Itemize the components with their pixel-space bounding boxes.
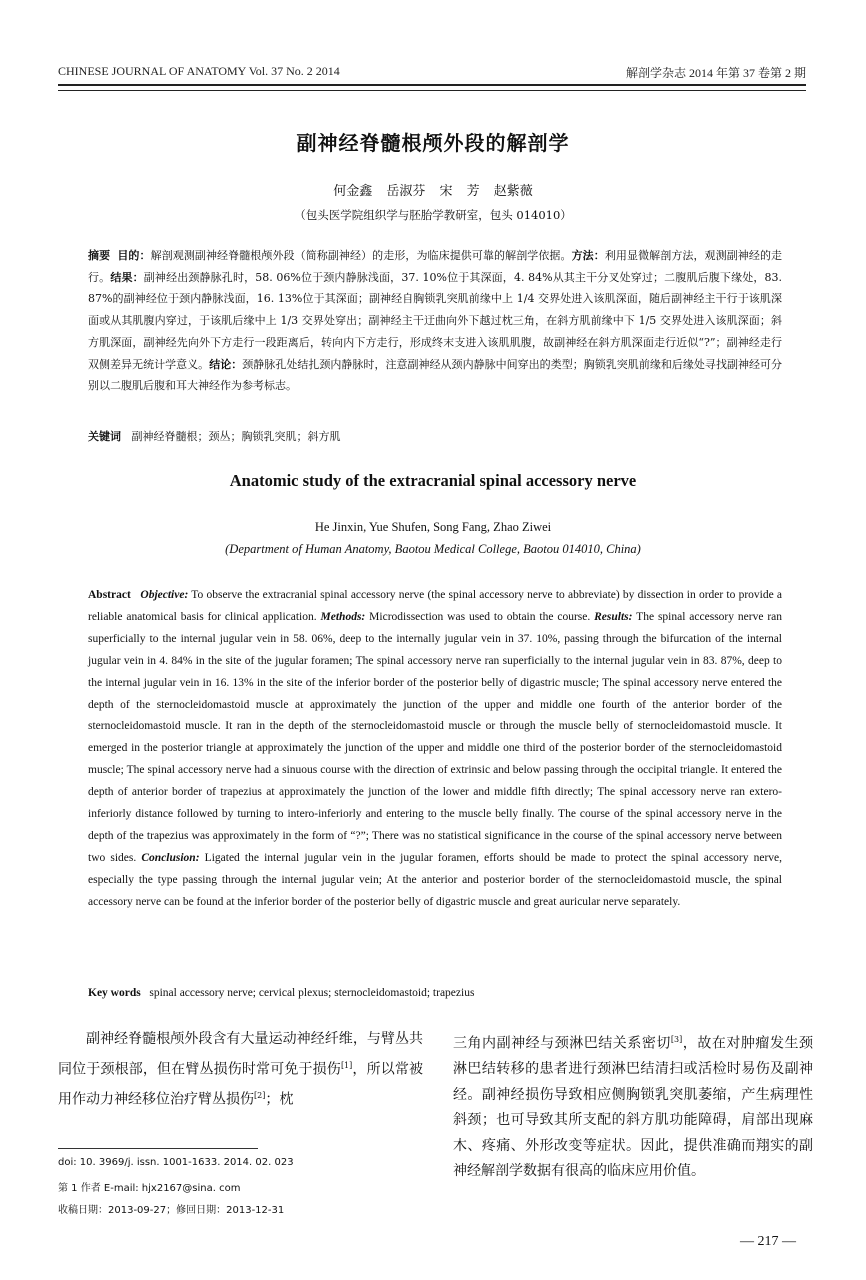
results-cn: 副神经出颈静脉孔时，58. 06%位于颈内静脉浅面，37. 10%位于其深面，4. 84%从其主干分叉处穿过；二腹肌后腹下缘处，83. 87%的副神经位于颈内静脉浅面，16. 13%位于其深面；副神经自胸锁乳突肌前缘中上 1/4 交界处进入该肌深面，随后副神经主干行于该肌深面或从其肌腹内穿过，于该肌后缘中上 1/3 交界处穿出；副神经主干迂曲向外下越过枕三角，在斜方肌前缘中下 1/5 交界处进入该肌深面；斜方肌深面，副神经先向外下方走行一段距离后，转向内下方走行，形成终末支进入该肌肌腹，故副神经在斜方肌深面走行近似“?”；副神经走行双侧差异无统计学意义。 [88, 270, 783, 371]
authors-cn: 何金鑫 岳淑芬 宋 芳 赵紫薇 [333, 184, 533, 199]
body-left-column [58, 1027, 423, 1113]
footnote-doi: doi: 10. 3969/j. issn. 1001-1633. 2014. 02. 023 [58, 1157, 294, 1168]
results-cn-label: 结果： [110, 270, 144, 284]
objective-cn-label: 目的： [117, 249, 151, 262]
journal-header-left: CHINESE JOURNAL OF ANATOMY Vol. 37 No. 2 2014 [58, 64, 340, 78]
objective-en-label: Objective: [140, 589, 189, 601]
keywords-cn-text: 副神经脊髓根；颈丛；胸锁乳突肌；斜方肌 [131, 430, 341, 443]
keywords-cn-label: 关键词 [88, 430, 121, 443]
methods-en-label: Methods: [320, 610, 366, 623]
conclusion-cn: 颈静脉孔处结扎颈内静脉时，注意副神经从颈内静脉中间穿出的类型；胸锁乳突肌前缘和后缘处寻找副神经可分别以二腹肌后腹和耳大神经作为参考标志。 [88, 357, 783, 393]
keywords-en [88, 983, 782, 1005]
affiliation-en: (Department of Human Anatomy, Baotou Medical College, Baotou 014010, China) [225, 542, 641, 556]
body-right-text-2: ，故在对肿瘤发生颈淋巴结转移的患者进行颈淋巴结清扫或活检时易伤及副神经。副神经损伤导致相应侧胸锁乳突肌萎缩，产生病理性斜颈；也可导致其所支配的斜方肌功能障碍，肩部出现麻木、疼痛、外形改变等症状。因此，提供准确而翔实的副神经解剖学数据有很高的临床应用价值。 [453, 1035, 814, 1180]
page-number: — 217 — [740, 1234, 796, 1249]
keywords-cn [88, 426, 782, 448]
body-right-column [453, 1027, 813, 1185]
objective-en: To observe the extracranial spinal accessory nerve (the spinal accessory nerve to abbreviate) by dissection in order to provide a reliable anatomical basis for clinical application. [88, 589, 782, 623]
reference-3[interactable]: [3] [670, 1035, 683, 1044]
body-left-text-3: ；枕 [265, 1091, 294, 1108]
article-title-cn: 副神经脊髓根颅外段的解剖学 [296, 131, 570, 155]
body-left-text-1: 副神经脊髓根颅外段含有大量运动神经纤维，与臂丛共同位于颈根部，但在臂丛损伤时常可免于损伤 [58, 1031, 423, 1078]
abstract-cn [88, 245, 782, 397]
reference-2[interactable]: [2] [254, 1090, 266, 1100]
affiliation-cn: （包头医学院组织学与胚胎学教研室，包头 014010） [294, 208, 572, 222]
conclusion-en-label: Conclusion: [141, 851, 200, 864]
abstract-en-label: Abstract [88, 589, 131, 601]
methods-cn-label: 方法： [571, 249, 605, 262]
objective-cn: 解剖观测副神经脊髓根颅外段（简称副神经）的走形，为临床提供可靠的解剖学依据。 [150, 249, 572, 262]
keywords-en-label: Key words [88, 987, 141, 999]
article-title-en: Anatomic study of the extracranial spinal accessory nerve [229, 471, 637, 490]
results-en: The spinal accessory nerve ran superficially to the internal jugular vein in 58. 06%, deep to the internally jugular vein in 37. 10%, passing through the bifurcation of the internal jugular vein in 4. 84% in the site of the jugular foramen; The spinal accessory nerve ran superficially to the internal jugular vein in 83. 87%, deep to the internal jugular vein in 16. 13% in the site of the inferior border of the posterior belly of digastric muscle; The spinal accessory nerve entered the depth of the sternocleidomastoid muscle at approximately the junction of the upper and middle one fourth of the anterior border of the sternocleidomastoid muscle. It ran in the depth of the sternocleidomastoid muscle or through the muscle belly of sternocleidomastoid muscle. It emerged in the posterior triangle at approximately the junction of the upper and middle one third of the posterior border of the sternocleidomastoid muscle; The spinal accessory nerve had a sinuous course with the direction of extrinsic and below passing through the occipital triangle. It entered the depth of anterior border of trapezius at approximately the junction of the lower and middle fifth directly; The spinal accessory nerve ran extero-inferiorly distance followed by turning to intero-inferiorly and entering to the muscle belly finally. The course of the spinal accessory nerve in the depth of the trapezius was approximately in the form of “?”; There was no statistical significance in the course of the spinal accessory nerve between two sides. [88, 610, 783, 864]
keywords-en-text: spinal accessory nerve; cervical plexus; sternocleidomastoid; trapezius [149, 987, 475, 999]
footnote-author-email: 第 1 作者 E-mail: hjx2167@sina. com [58, 1183, 241, 1194]
methods-en: Microdissection was used to obtain the course. [369, 610, 591, 623]
results-en-label: Results: [594, 610, 633, 623]
journal-header-right: 解剖学杂志 2014 年第 37 卷第 2 期 [625, 66, 806, 80]
footnote-rule [58, 1148, 258, 1149]
header-rule-thin [58, 90, 806, 91]
footnote-dates: 收稿日期：2013-09-27；修回日期：2013-12-31 [58, 1205, 285, 1216]
methods-cn: 利用显微解剖方法，观测副神经的走行。 [88, 249, 783, 284]
abstract-cn-label: 摘要 [88, 249, 111, 262]
body-right-text-1: 三角内副神经与颈淋巴结关系密切 [453, 1035, 671, 1052]
abstract-en [88, 585, 782, 914]
header-rule-thick [58, 84, 806, 86]
body-left-text-2: ，所以常被用作动力神经移位治疗臂丛损伤 [58, 1061, 424, 1108]
conclusion-en: Ligated the internal jugular vein in the jugular foramen, efforts should be made to protect the spinal accessory nerve, especially the type passing through the internal jugular vein; At the anterior and posterior border of the sternocleidomastoid muscle, the spinal accessory nerve can be found at the inferior border of the posterior belly of digastric muscle and great auricular nerve separately. [88, 851, 783, 908]
authors-en: He Jinxin, Yue Shufen, Song Fang, Zhao Ziwei [314, 520, 552, 534]
conclusion-cn-label: 结论： [209, 357, 243, 371]
reference-1[interactable]: [1] [340, 1060, 353, 1070]
